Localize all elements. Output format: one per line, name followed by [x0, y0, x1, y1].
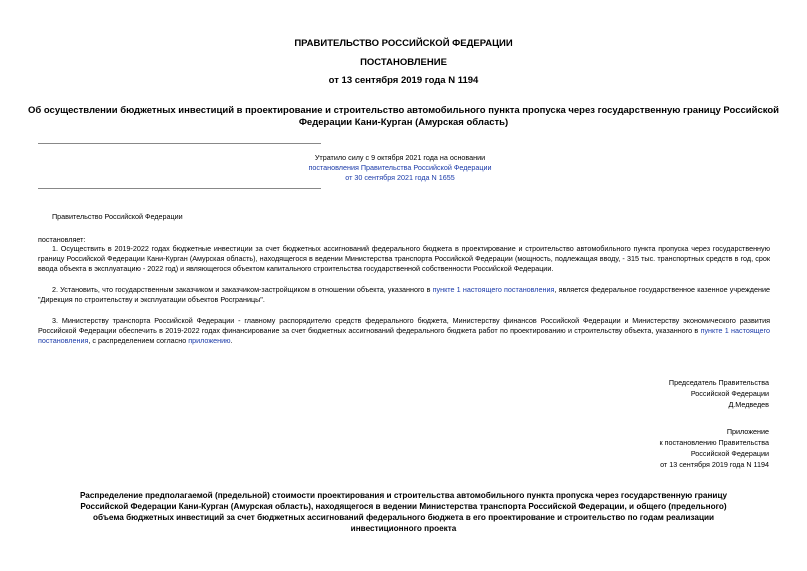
appendix-title-line: Распределение предполагаемой (предельной) стоимости проектирования и строительства автомобильного пункта пропуска через государственную границу: [79, 491, 728, 500]
paragraph-2: [38, 285, 770, 305]
paragraph-3-text: 3. Министерству транспорта Российской Федерации - главному распорядителю средств федерального бюджета, Министерству финансов Российской Федерации и Министерству экономического развития Российской Федерации обеспечить в 2019-2022 годах финансирование за счет бюджетных ассигнований федерального бюджета работ по проектированию и строительству объекта, указанного в: [38, 316, 770, 335]
paragraph-1: 1. Осуществить в 2019-2022 годах бюджетные инвестиции за счет бюджетных ассигнований федерального бюджета в проектирование и строительство автомобильного пункта пропуска через государственную границу Российской Федерации Кани-Курган (Амурская область), находящегося в ведении Министерства транспорта Российской Федерации (мощность, подлежащая вводу, - 315 тыс. транспортных средств в год, срок ввода объекта в эксплуатацию - 2022 год) и являющегося объектом капитального строительства государственной собственности Российской Федерации.: [38, 244, 770, 273]
repeal-link[interactable]: постановления Правительства Российской Федерации: [308, 163, 492, 172]
appendix-title-line: инвестиционного проекта: [350, 524, 457, 533]
issuer: Правительство Российской Федерации: [52, 212, 183, 221]
paragraph-2-text-end: , является федеральное государственное казенное учреждение "Дирекция по строительству и эксплуатации объектов Росграницы".: [38, 285, 770, 304]
appendix-title: [0, 490, 807, 534]
status-text: Утратило силу с 9 октября 2021 года на основании: [314, 153, 486, 162]
appendix-title-line: Российской Федерации Кани-Курган (Амурская область), находящегося в ведении Министерства транспорта Российской Федерации, и общего (предельного): [80, 502, 727, 511]
decrees-word: постановляет:: [38, 235, 86, 244]
document-title: [0, 105, 807, 129]
government-heading: ПРАВИТЕЛЬСТВО РОССИЙСКОЙ ФЕДЕРАЦИИ: [294, 38, 513, 49]
divider-top: [38, 143, 321, 144]
paragraph-3: [38, 316, 770, 346]
appendix-link[interactable]: приложению: [188, 336, 231, 345]
document-type: ПОСТАНОВЛЕНИЕ: [360, 57, 447, 68]
paragraph-2-text: 2. Установить, что государственным заказчиком и заказчиком-застройщиком в отношении объекта, указанного в: [52, 285, 433, 294]
document-title-line: Федерации Кани-Курган (Амурская область): [298, 117, 509, 128]
appendix-org: Российской Федерации: [690, 449, 769, 458]
paragraph-2-link[interactable]: пункте 1 настоящего постановления: [432, 285, 555, 294]
document-title-line: Об осуществлении бюджетных инвестиций в проектирование и строительство автомобильного пункта пропуска через государственную границу Российской: [27, 105, 779, 116]
appendix-label: Приложение: [726, 427, 769, 436]
appendix-to: к постановлению Правительства: [659, 438, 769, 447]
signature-name: Д.Медведев: [728, 400, 769, 409]
paragraph-3-text-mid: , с распределением согласно: [88, 336, 189, 345]
appendix-reference: [659, 426, 769, 470]
status-block: [200, 153, 600, 183]
divider-bottom: [38, 188, 321, 189]
signature-block: [669, 377, 769, 410]
signature-org: Российской Федерации: [690, 389, 769, 398]
signature-position: Председатель Правительства: [668, 378, 769, 387]
repeal-link-date[interactable]: от 30 сентября 2021 года N 1655: [345, 173, 455, 182]
document-date-number: от 13 сентября 2019 года N 1194: [328, 75, 479, 86]
paragraph-3-text-end: .: [230, 336, 233, 345]
appendix-date: от 13 сентября 2019 года N 1194: [660, 460, 769, 469]
paragraph-3-link[interactable]: пункте 1 настоящего постановления: [38, 326, 770, 345]
appendix-title-line: объема бюджетных инвестиций за счет бюджетных ассигнований федерального бюджета в его проектирование и строительство по годам реализации: [92, 513, 715, 522]
